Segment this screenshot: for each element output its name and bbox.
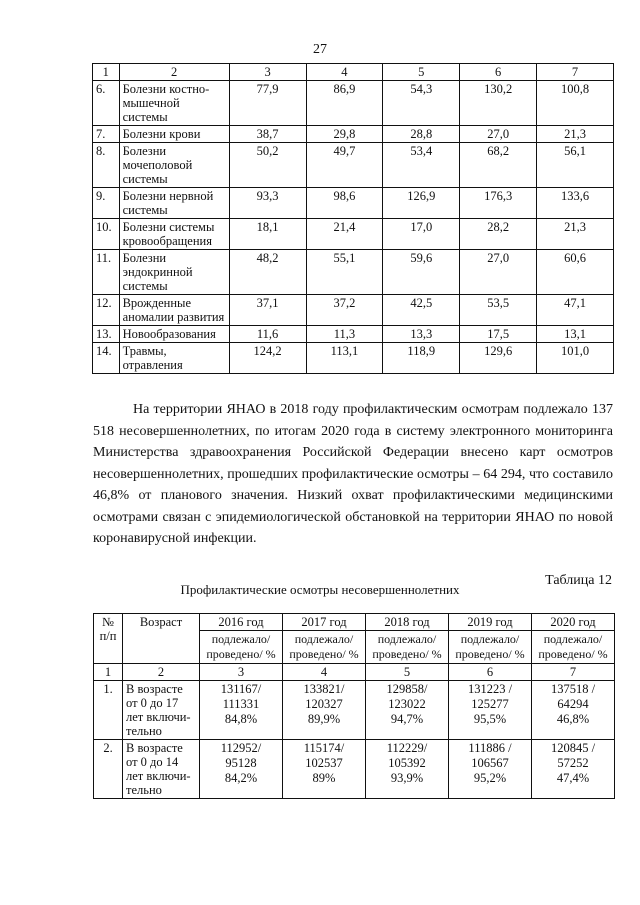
data-cell <box>283 681 366 740</box>
disease-name: Новообразования <box>119 326 229 343</box>
header-cell: 6 <box>460 64 537 81</box>
table-row <box>93 188 614 219</box>
value-cell: 37,2 <box>306 295 383 326</box>
data-cell <box>449 681 532 740</box>
table-row <box>93 343 614 374</box>
row-number: 7. <box>93 126 120 143</box>
data-line: 95,2% <box>473 771 507 785</box>
data-cell <box>283 740 366 799</box>
value-cell: 27,0 <box>460 126 537 143</box>
value-cell: 38,7 <box>229 126 306 143</box>
data-cell <box>532 740 615 799</box>
header-cell: 7 <box>537 64 614 81</box>
row-number: 13. <box>93 326 120 343</box>
header-cell: 5 <box>383 64 460 81</box>
value-cell: 18,1 <box>229 219 306 250</box>
data-line: 131167/ <box>220 682 262 696</box>
data-line: 120845 / <box>550 741 596 755</box>
data-line: 111331 <box>222 697 260 711</box>
table-row <box>93 250 614 295</box>
value-cell: 11,3 <box>306 326 383 343</box>
value-cell: 60,6 <box>537 250 614 295</box>
data-line: 95128 <box>225 756 257 770</box>
index-cell: 1 <box>94 664 123 681</box>
subheader-cell: подлежало/ проведено/ % <box>449 631 532 664</box>
disease-name: Врожденные аномалии развития <box>119 295 229 326</box>
disease-name: Болезни эндокринной системы <box>119 250 229 295</box>
subheader-cell: подлежало/ проведено/ % <box>200 631 283 664</box>
value-cell: 68,2 <box>460 143 537 188</box>
row-number: 12. <box>93 295 120 326</box>
data-line: 111886 / <box>468 741 512 755</box>
value-cell: 129,6 <box>460 343 537 374</box>
value-cell: 126,9 <box>383 188 460 219</box>
index-cell: 6 <box>449 664 532 681</box>
row-number: 2. <box>94 740 123 799</box>
data-cell <box>532 681 615 740</box>
age-cell: В возрасте от 0 до 14 лет включи-тельно <box>123 740 200 799</box>
data-line: 112229/ <box>386 741 428 755</box>
header-cell: 2 <box>119 64 229 81</box>
index-cell: 7 <box>532 664 615 681</box>
data-line: 129858/ <box>386 682 428 696</box>
table-row <box>93 81 614 126</box>
data-line: 123022 <box>388 697 426 711</box>
table-label: Таблица 12 <box>545 573 612 588</box>
data-line: 93,9% <box>390 771 424 785</box>
row-number: 9. <box>93 188 120 219</box>
data-cell <box>366 681 449 740</box>
data-line: 137518 / <box>550 682 596 696</box>
page-number: 27 <box>313 42 327 57</box>
value-cell: 133,6 <box>537 188 614 219</box>
table-row <box>93 219 614 250</box>
value-cell: 54,3 <box>383 81 460 126</box>
data-line: 47,4% <box>556 771 590 785</box>
checkups-table <box>93 613 615 799</box>
year-header: 2019 год <box>449 614 532 631</box>
value-cell: 130,2 <box>460 81 537 126</box>
table-row <box>93 143 614 188</box>
data-line: 133821/ <box>303 682 345 696</box>
year-header: 2017 год <box>283 614 366 631</box>
value-cell: 29,8 <box>306 126 383 143</box>
row-number: 1. <box>94 681 123 740</box>
value-cell: 21,4 <box>306 219 383 250</box>
disease-name: Травмы, отравления <box>119 343 229 374</box>
value-cell: 42,5 <box>383 295 460 326</box>
table-row <box>94 681 615 740</box>
table-row <box>93 126 614 143</box>
table-row <box>93 326 614 343</box>
subheader-cell: подлежало/ проведено/ % <box>532 631 615 664</box>
value-cell: 28,8 <box>383 126 460 143</box>
index-cell: 4 <box>283 664 366 681</box>
table-header-row <box>93 64 614 81</box>
disease-name: Болезни нервной системы <box>119 188 229 219</box>
data-line: 106567 <box>471 756 509 770</box>
value-cell: 176,3 <box>460 188 537 219</box>
disease-name: Болезни костно-мышечной системы <box>119 81 229 126</box>
value-cell: 77,9 <box>229 81 306 126</box>
data-line: 94,7% <box>390 712 424 726</box>
index-cell: 2 <box>123 664 200 681</box>
table-index-row <box>94 664 615 681</box>
index-cell: 5 <box>366 664 449 681</box>
value-cell: 101,0 <box>537 343 614 374</box>
subheader-cell: подлежало/ проведено/ % <box>366 631 449 664</box>
value-cell: 53,4 <box>383 143 460 188</box>
year-header: 2016 год <box>200 614 283 631</box>
value-cell: 86,9 <box>306 81 383 126</box>
year-header: 2018 год <box>366 614 449 631</box>
row-number: 6. <box>93 81 120 126</box>
value-cell: 93,3 <box>229 188 306 219</box>
data-line: 64294 <box>557 697 589 711</box>
data-line: 46,8% <box>556 712 590 726</box>
header-cell: 4 <box>306 64 383 81</box>
col-age-header: Возраст <box>123 614 200 664</box>
value-cell: 13,3 <box>383 326 460 343</box>
value-cell: 98,6 <box>306 188 383 219</box>
row-number: 8. <box>93 143 120 188</box>
data-line: 84,2% <box>224 771 258 785</box>
value-cell: 28,2 <box>460 219 537 250</box>
header-cell: 3 <box>229 64 306 81</box>
value-cell: 56,1 <box>537 143 614 188</box>
value-cell: 37,1 <box>229 295 306 326</box>
data-line: 84,8% <box>224 712 258 726</box>
diseases-table <box>92 63 614 374</box>
value-cell: 113,1 <box>306 343 383 374</box>
year-header: 2020 год <box>532 614 615 631</box>
value-cell: 17,5 <box>460 326 537 343</box>
value-cell: 48,2 <box>229 250 306 295</box>
value-cell: 21,3 <box>537 126 614 143</box>
data-cell <box>200 681 283 740</box>
table-row <box>93 295 614 326</box>
subheader-cell: подлежало/ проведено/ % <box>283 631 366 664</box>
table-header-row <box>94 614 615 631</box>
col-num-header: № п/п <box>94 614 123 664</box>
value-cell: 21,3 <box>537 219 614 250</box>
value-cell: 50,2 <box>229 143 306 188</box>
data-line: 120327 <box>305 697 343 711</box>
data-cell <box>449 740 532 799</box>
data-line: 89,9% <box>307 712 341 726</box>
value-cell: 118,9 <box>383 343 460 374</box>
value-cell: 53,5 <box>460 295 537 326</box>
value-cell: 49,7 <box>306 143 383 188</box>
disease-name: Болезни системы кровообращения <box>119 219 229 250</box>
data-cell <box>366 740 449 799</box>
value-cell: 13,1 <box>537 326 614 343</box>
value-cell: 17,0 <box>383 219 460 250</box>
value-cell: 55,1 <box>306 250 383 295</box>
row-number: 14. <box>93 343 120 374</box>
age-cell: В возрасте от 0 до 17 лет включи-тельно <box>123 681 200 740</box>
data-cell <box>200 740 283 799</box>
row-number: 11. <box>93 250 120 295</box>
data-line: 105392 <box>388 756 426 770</box>
header-cell: 1 <box>93 64 120 81</box>
data-line: 57252 <box>557 756 589 770</box>
value-cell: 124,2 <box>229 343 306 374</box>
table-row <box>94 740 615 799</box>
row-number: 10. <box>93 219 120 250</box>
value-cell: 59,6 <box>383 250 460 295</box>
table-caption: Профилактические осмотры несовершеннолетних <box>180 582 460 597</box>
disease-name: Болезни мочеполовой системы <box>119 143 229 188</box>
data-line: 102537 <box>305 756 343 770</box>
data-line: 125277 <box>471 697 509 711</box>
value-cell: 11,6 <box>229 326 306 343</box>
data-line: 89% <box>312 771 336 785</box>
data-line: 95,5% <box>473 712 507 726</box>
disease-name: Болезни крови <box>119 126 229 143</box>
body-paragraph: На территории ЯНАО в 2018 году профилактическим осмотрам подлежало 137 518 несовершеннолетних, по итогам 2020 года в систему электронного мониторинга Министерства здравоохранения Российской Федерации внесено карт осмотров несовершеннолетних, прошедших профилактические осмотры – 64 294, что составило 46,8% от планового значения. Низкий охват профилактическими медицинскими осмотрами связан с эпидемиологической обстановкой на территории ЯНАО по новой коронавирусной инфекции. <box>93 402 613 546</box>
data-line: 115174/ <box>303 741 345 755</box>
value-cell: 47,1 <box>537 295 614 326</box>
data-line: 112952/ <box>220 741 262 755</box>
value-cell: 27,0 <box>460 250 537 295</box>
value-cell: 100,8 <box>537 81 614 126</box>
index-cell: 3 <box>200 664 283 681</box>
data-line: 131223 / <box>467 682 513 696</box>
